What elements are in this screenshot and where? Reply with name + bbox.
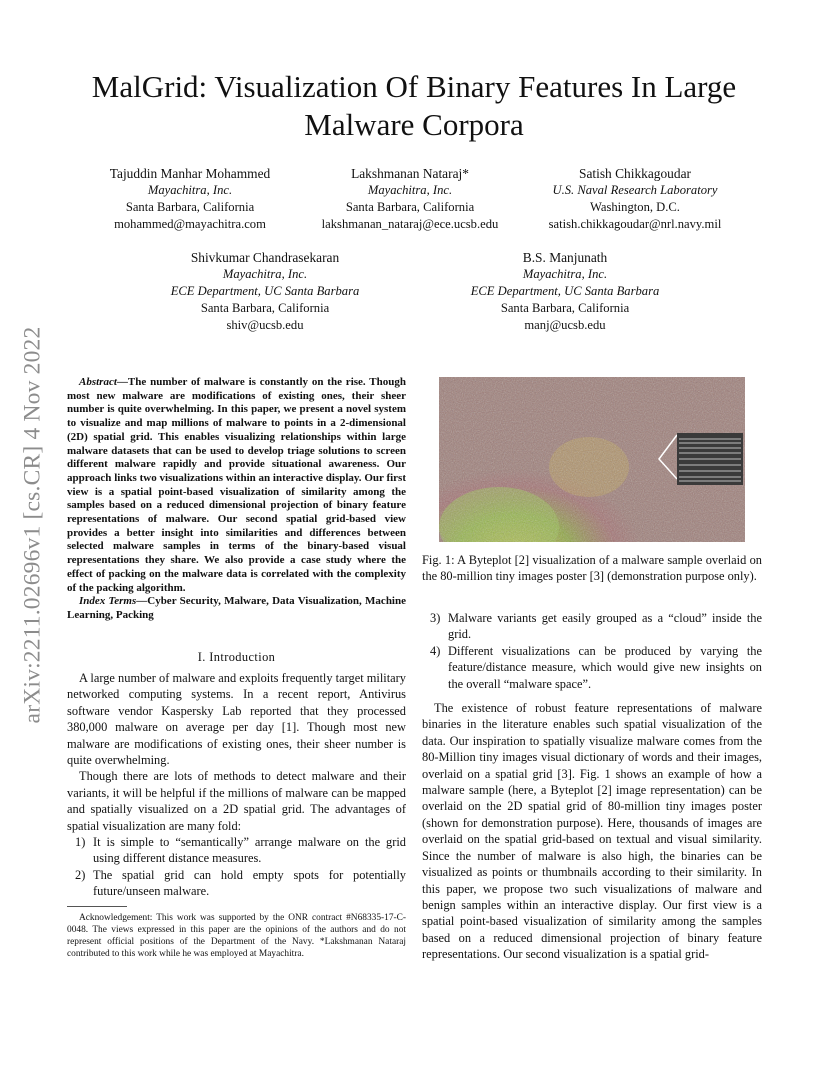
right-column-text — [422, 610, 762, 963]
author-affiliation-2: ECE Department, UC Santa Barbara — [470, 284, 660, 298]
paper-title: MalGrid: Visualization Of Binary Features In Large Malware Corpora — [91, 69, 737, 142]
author-email: manj@ucsb.edu — [524, 318, 606, 332]
author-name: Tajuddin Manhar Mohammed — [109, 166, 271, 181]
author-affiliation: Mayachitra, Inc. — [522, 267, 608, 281]
figure-caption: Fig. 1: A Byteplot [2] visualization of a malware sample overlaid on the 80-million tiny images poster [3] (demonstration purpose only). — [422, 553, 762, 584]
paragraph: Though there are lots of methods to detect malware and their variants, it will be helpful if the millions of malware can be mapped and spatially visualized on a 2D spatial grid. The advantages of spatial visualization are many fold: — [67, 769, 406, 833]
byteplot-figure — [439, 377, 745, 542]
abstract-label: Abstract — [79, 376, 117, 388]
author-location: Santa Barbara, California — [125, 200, 255, 214]
author-email: lakshmanan_nataraj@ece.ucsb.edu — [321, 217, 499, 231]
author-affiliation: Mayachitra, Inc. — [222, 267, 308, 281]
section-heading: I. Introduction — [197, 650, 276, 664]
author-block — [150, 249, 380, 334]
paragraph: The existence of robust feature representations of malware binaries in the literature enables such spatial visualization of the data. Our inspiration to spatially visualize malware comes from the 80-Million tiny images visual dictionary of words and their images, overlaid on a spatial grid [3]. Fig. 1 shows an example of how a malware sample (here, a Byteplot [2] image representation) can be overlaid on the 2D spatial grid of 80-million tiny images poster (shown for demonstration purpose). Here, thousands of images are overlaid on the spatial grid-based on textual and visual similarity. Since the number of malware is also high, the binaries can be visualized as points or thumbnails according to their similarity. In this paper, we propose two such visualizations of malware and benign samples within an interactive display. Our first view is a spatial point-based visualization of similarity among the samples based on a reduced dimensional projection of binary feature representations. Our second visualization is a spatial grid- — [422, 701, 762, 962]
list-item: 4) Different visualizations can be produced by varying the feature/distance measure, which would give new insights on the overall “malware space”. — [430, 643, 762, 691]
author-location: Santa Barbara, California — [345, 200, 475, 214]
arxiv-id: arXiv:2211.02696v1 [cs.CR] 4 Nov 2022 — [19, 326, 46, 724]
author-location: Santa Barbara, California — [200, 301, 330, 315]
paragraph: A large number of malware and exploits frequently target military networked computing systems. In a recent report, Antivirus software vendor Kaspersky Lab reported that they processed 380,000 malware on average per day [1]. Though most new malware are modifications of existing ones, their sheer number is quite overwhelming. — [67, 671, 406, 768]
author-email: mohammed@mayachitra.com — [114, 217, 266, 231]
author-affiliation: Mayachitra, Inc. — [147, 183, 233, 197]
index-terms-label: Index Terms — [79, 595, 137, 608]
author-block — [450, 249, 680, 334]
author-block — [75, 165, 305, 233]
author-location: Washington, D.C. — [590, 200, 680, 214]
author-name: Lakshmanan Nataraj* — [351, 166, 469, 181]
author-email: satish.chikkagoudar@nrl.navy.mil — [548, 217, 722, 231]
author-name: Satish Chikkagoudar — [579, 166, 691, 181]
intro-text — [67, 670, 406, 900]
author-name: Shivkumar Chandrasekaran — [190, 250, 340, 265]
list-item: 3) Malware variants get easily grouped as a “cloud” inside the grid. — [430, 611, 762, 642]
figure-image — [439, 377, 745, 542]
author-block — [300, 165, 520, 233]
author-location: Santa Barbara, California — [500, 301, 630, 315]
footnote-rule — [67, 906, 127, 907]
footnote: Acknowledgement: This work was supported by the ONR contract #N68335-17-C-0048. The views expressed in this paper are the opinions of the authors and do not represent official positions of the Department of the Navy. *Lakshmanan Nataraj contributed to this work while he was employed at Mayachitra. — [67, 913, 406, 959]
list-item: 2) The spatial grid can hold empty spots for potentially future/unseen malware. — [75, 867, 406, 899]
author-block — [520, 165, 750, 233]
author-affiliation: U.S. Naval Research Laboratory — [552, 183, 718, 197]
author-affiliation-2: ECE Department, UC Santa Barbara — [170, 284, 360, 298]
author-email: shiv@ucsb.edu — [226, 318, 304, 332]
author-affiliation: Mayachitra, Inc. — [367, 183, 453, 197]
arxiv-sidebar-stamp — [14, 290, 52, 760]
list-item: 1) It is simple to “semantically” arrange malware on the grid using different distance measures. — [75, 835, 406, 866]
abstract — [67, 376, 406, 623]
abstract-text: —The number of malware is constantly on the rise. Though most new malware are modifications of existing ones, their sheer number is quite overwhelming. In this paper, we present a novel system to visualize and map millions of malware to points in a 2-dimensional (2D) spatial grid. This enables visualizing relationships within large malware datasets that can be used to develop triage solutions to screen different malware rapidly and provide situational awareness. Our approach links two visualizations within an interactive display. Our first view is a spatial point-based visualization of similarity among the samples based on a reduced dimensional projection of binary feature representations of malware. Our second spatial grid-based view provides a better insight into similarities and differences between selected malware samples in terms of the binary-based visual representations they share. We also provide a case study where the effect of packing on the malware data is correlated with the complexity of the packing algorithm. — [67, 376, 406, 594]
index-terms-text: —Cyber Security, Malware, Data Visualization, Machine Learning, Packing — [67, 595, 406, 621]
author-name: B.S. Manjunath — [522, 250, 608, 265]
